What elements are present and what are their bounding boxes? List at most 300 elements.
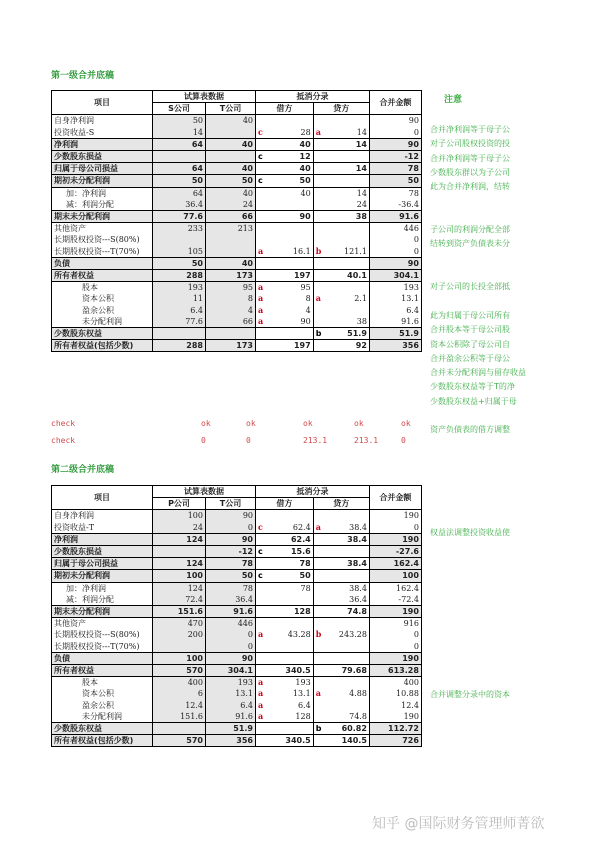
row-label: 归属于母公司损益 <box>52 163 153 175</box>
table-row <box>52 533 422 545</box>
debit-marker <box>256 340 266 352</box>
credit-marker <box>313 641 323 653</box>
row-label: 长期股权投资---S(80%) <box>52 629 153 640</box>
table-row <box>52 293 422 304</box>
debit-marker <box>256 270 266 282</box>
company-1-value: 570 <box>153 735 206 747</box>
credit-value: 140.5 <box>323 735 369 747</box>
company-2-value: 4 <box>206 305 256 316</box>
credit-value: 24 <box>323 199 369 211</box>
credit-value <box>323 151 369 163</box>
company-1-value: 151.6 <box>153 606 206 618</box>
debit-value: 78 <box>265 582 313 594</box>
table-row <box>52 510 422 522</box>
company-1-value <box>153 234 206 245</box>
credit-value <box>323 234 369 245</box>
company-1-value: 50 <box>153 115 206 127</box>
consolidated-value: 446 <box>369 223 421 235</box>
company-1-value: 151.6 <box>153 711 206 723</box>
debit-value: 15.6 <box>265 546 313 558</box>
credit-marker <box>313 187 323 199</box>
table-row <box>52 187 422 199</box>
debit-value <box>265 594 313 606</box>
note-text: 结转到资产负债表未分 <box>430 239 510 249</box>
note-text: 对子公司的长投全部抵 <box>430 282 510 292</box>
table-row <box>52 199 422 211</box>
consolidated-value: 0 <box>369 234 421 245</box>
credit-marker <box>313 305 323 316</box>
note-text: 合并未分配利润与留存收益 <box>430 368 526 378</box>
debit-marker: c <box>256 570 266 582</box>
consolidated-value: 10.88 <box>369 688 421 699</box>
debit-marker <box>256 558 266 570</box>
header-company-1: P公司 <box>153 498 206 510</box>
debit-marker <box>256 594 266 606</box>
row-label: 其他资产 <box>52 618 153 630</box>
company-2-value: 90 <box>206 533 256 545</box>
consolidated-value: 100 <box>369 570 421 582</box>
table-row <box>52 582 422 594</box>
credit-value: 36.4 <box>323 594 369 606</box>
debit-value <box>265 510 313 522</box>
debit-value: 90 <box>265 211 313 223</box>
company-2-value: 193 <box>206 677 256 689</box>
credit-value: 38 <box>323 316 369 328</box>
check-tot: ok <box>401 419 411 428</box>
row-label: 长期股权投资---T(70%) <box>52 641 153 653</box>
table-row <box>52 257 422 269</box>
company-2-value: 0 <box>206 641 256 653</box>
debit-value <box>265 723 313 735</box>
debit-value <box>265 199 313 211</box>
table-row <box>52 711 422 723</box>
debit-value: 40 <box>265 138 313 150</box>
credit-value <box>323 257 369 269</box>
row-label: 负债 <box>52 652 153 664</box>
debit-marker <box>256 115 266 127</box>
company-2-value: 13.1 <box>206 688 256 699</box>
credit-value: 4.88 <box>323 688 369 699</box>
company-2-value: 446 <box>206 618 256 630</box>
consolidated-value: 78 <box>369 163 421 175</box>
credit-value <box>323 546 369 558</box>
note-text: 合并盈余公积等于母公 <box>430 353 510 363</box>
company-2-value: 36.4 <box>206 594 256 606</box>
credit-value: 38.4 <box>323 582 369 594</box>
debit-value: 78 <box>265 558 313 570</box>
check-row-1 <box>51 419 421 431</box>
company-1-value: 124 <box>153 533 206 545</box>
row-label: 期初未分配利润 <box>52 570 153 582</box>
company-2-value: 0 <box>206 522 256 534</box>
consolidation-sheet-1 <box>51 90 422 352</box>
consolidated-value: 0 <box>369 641 421 653</box>
debit-value <box>265 641 313 653</box>
table-row <box>52 223 422 235</box>
debit-marker <box>256 723 266 735</box>
credit-value: 74.8 <box>323 711 369 723</box>
table-row <box>52 305 422 316</box>
debit-value: 62.4 <box>265 522 313 534</box>
company-1-value: 72.4 <box>153 594 206 606</box>
company-2-value: 0 <box>206 629 256 640</box>
debit-marker <box>256 652 266 664</box>
consolidated-value: 190 <box>369 533 421 545</box>
row-label: 期初未分配利润 <box>52 175 153 187</box>
consolidated-value: 162.4 <box>369 558 421 570</box>
company-1-value: 100 <box>153 652 206 664</box>
table-row <box>52 127 422 139</box>
credit-value: 2.1 <box>323 293 369 304</box>
company-2-value: 66 <box>206 316 256 328</box>
table-row <box>52 163 422 175</box>
row-label: 减：利润分配 <box>52 199 153 211</box>
debit-marker: c <box>256 151 266 163</box>
header-item: 项目 <box>52 486 153 510</box>
company-1-value: 77.6 <box>153 211 206 223</box>
debit-marker <box>256 618 266 630</box>
table-row <box>52 115 422 127</box>
debit-marker <box>256 223 266 235</box>
company-2-value: 40 <box>206 138 256 150</box>
credit-marker: a <box>315 688 321 699</box>
table-row <box>52 570 422 582</box>
row-label: 自身净利润 <box>52 115 153 127</box>
consolidated-value: 12.4 <box>369 700 421 711</box>
debit-marker: a <box>256 677 266 689</box>
credit-marker <box>313 257 323 269</box>
section-title-1: 第一级合并底稿 <box>51 71 115 81</box>
header-company-1: S公司 <box>153 103 206 115</box>
table-row <box>52 606 422 618</box>
note-text: 少数股东权益+归属于母 <box>430 396 517 406</box>
section-title-2: 第二级合并底稿 <box>51 465 115 475</box>
debit-value: 13.1 <box>265 688 313 699</box>
credit-marker <box>313 665 323 677</box>
row-label: 加：净利润 <box>52 187 153 199</box>
debit-value: 197 <box>265 270 313 282</box>
company-2-value <box>206 328 256 340</box>
note-text: 合并净利润等于母子公 <box>430 125 510 134</box>
table-row <box>52 234 422 245</box>
credit-marker <box>313 735 323 747</box>
consolidated-value: -36.4 <box>369 199 421 211</box>
credit-value: 79.68 <box>323 665 369 677</box>
credit-marker <box>313 711 323 723</box>
consolidated-value: -72.4 <box>369 594 421 606</box>
debit-marker <box>256 234 266 245</box>
row-label: 自身净利润 <box>52 510 153 522</box>
row-label: 未分配利润 <box>52 711 153 723</box>
notes-title: 注意 <box>444 95 463 105</box>
debit-marker: a <box>258 245 264 256</box>
note-text: 合并调整分录中的资本 <box>430 690 510 699</box>
company-1-value: 24 <box>153 522 206 534</box>
debit-marker: a <box>258 699 264 710</box>
check-c2: ok <box>246 419 256 428</box>
debit-value: 40 <box>265 163 313 175</box>
debit-value <box>265 652 313 664</box>
company-1-value <box>153 151 206 163</box>
row-label: 减：利润分配 <box>52 594 153 606</box>
table-row <box>52 677 422 689</box>
company-1-value: 64 <box>153 138 206 150</box>
consolidated-value: 0 <box>369 127 421 139</box>
consolidated-value: -27.6 <box>369 546 421 558</box>
company-1-value <box>153 328 206 340</box>
credit-marker <box>313 234 323 245</box>
check-c1: 0 <box>201 436 206 445</box>
credit-value: 38.4 <box>323 522 369 534</box>
consolidated-value: 13.1 <box>369 293 421 304</box>
debit-marker: a <box>258 688 264 699</box>
check-label: check <box>51 419 76 428</box>
credit-marker <box>313 115 323 127</box>
company-2-value: 40 <box>206 115 256 127</box>
row-label: 股本 <box>52 677 153 689</box>
credit-value <box>323 652 369 664</box>
company-1-value: 77.6 <box>153 316 206 328</box>
company-2-value: 50 <box>206 570 256 582</box>
consolidated-value: 190 <box>369 606 421 618</box>
company-1-value: 200 <box>153 629 206 640</box>
consolidated-value: 6.4 <box>369 305 421 316</box>
table-row <box>52 282 422 294</box>
credit-value <box>323 700 369 711</box>
header-item: 项目 <box>52 91 153 115</box>
credit-value: 38.4 <box>323 558 369 570</box>
consolidated-value: 0 <box>369 629 421 640</box>
header-consolidated: 合并金额 <box>369 91 421 115</box>
debit-value <box>265 234 313 245</box>
header-consolidated: 合并金额 <box>369 486 421 510</box>
debit-value: 340.5 <box>265 735 313 747</box>
consolidated-value: 50 <box>369 175 421 187</box>
company-2-value: 90 <box>206 652 256 664</box>
credit-value: 14 <box>323 187 369 199</box>
consolidated-value: 190 <box>369 510 421 522</box>
company-2-value: 66 <box>206 211 256 223</box>
row-label: 投资收益-S <box>52 127 153 139</box>
table-row <box>52 151 422 163</box>
company-1-value: 570 <box>153 665 206 677</box>
table-row <box>52 328 422 340</box>
debit-value: 128 <box>265 711 313 723</box>
debit-marker: a <box>258 293 264 304</box>
consolidated-value: -12 <box>369 151 421 163</box>
table-row <box>52 246 422 258</box>
row-label: 期末未分配利润 <box>52 606 153 618</box>
credit-value <box>323 570 369 582</box>
consolidated-value: 190 <box>369 711 421 723</box>
credit-marker <box>313 138 323 150</box>
debit-value: 43.28 <box>265 629 313 640</box>
credit-value: 51.9 <box>323 328 369 340</box>
note-text: 少数股东群以为子公司 <box>430 167 510 177</box>
debit-marker <box>256 510 266 522</box>
debit-value: 95 <box>265 282 313 294</box>
credit-marker <box>313 582 323 594</box>
company-2-value: 90 <box>206 510 256 522</box>
table-row <box>52 665 422 677</box>
header-credit: 贷方 <box>313 103 369 115</box>
consolidated-value: 356 <box>369 340 421 352</box>
credit-value: 121.1 <box>323 246 369 258</box>
debit-value: 50 <box>265 570 313 582</box>
debit-marker: c <box>258 521 263 532</box>
debit-marker: a <box>258 315 264 326</box>
company-1-value: 288 <box>153 340 206 352</box>
credit-marker <box>313 546 323 558</box>
company-2-value: 304.1 <box>206 665 256 677</box>
debit-marker <box>256 163 266 175</box>
table-row <box>52 558 422 570</box>
consolidated-value: 91.6 <box>369 211 421 223</box>
credit-marker <box>313 211 323 223</box>
debit-value <box>265 115 313 127</box>
debit-marker: c <box>258 126 263 137</box>
debit-marker <box>256 641 266 653</box>
debit-marker <box>256 199 266 211</box>
note-text: 对子公司股权投资的投 <box>430 139 510 149</box>
row-label: 净利润 <box>52 138 153 150</box>
company-1-value: 6.4 <box>153 305 206 316</box>
note-text: 权益法调整投资收益使 <box>430 527 510 537</box>
company-1-value: 36.4 <box>153 199 206 211</box>
check-cv: ok <box>354 419 364 428</box>
credit-value <box>323 641 369 653</box>
note-text: 合并净利润等于母子公 <box>430 153 510 163</box>
note-text: 资产负债表的借方调整 <box>430 425 510 435</box>
table-row <box>52 316 422 328</box>
credit-value: 38 <box>323 211 369 223</box>
company-1-value: 124 <box>153 582 206 594</box>
credit-value: 74.8 <box>323 606 369 618</box>
company-2-value: 91.6 <box>206 606 256 618</box>
company-2-value <box>206 127 256 139</box>
header-company-2: T公司 <box>206 103 256 115</box>
debit-value: 28 <box>265 127 313 139</box>
credit-marker: a <box>315 126 321 137</box>
debit-value: 197 <box>265 340 313 352</box>
row-label: 加：净利润 <box>52 582 153 594</box>
consolidated-value: 90 <box>369 115 421 127</box>
credit-value <box>323 223 369 235</box>
credit-value <box>323 305 369 316</box>
check-cv: 213.1 <box>354 436 379 445</box>
consolidated-value: 90 <box>369 257 421 269</box>
debit-value <box>265 223 313 235</box>
company-2-value <box>206 246 256 258</box>
credit-marker: b <box>315 245 322 256</box>
note-text: 此为归属于母公司所有 <box>430 310 510 320</box>
credit-value <box>323 510 369 522</box>
company-1-value: 193 <box>153 282 206 294</box>
row-label: 资本公积 <box>52 688 153 699</box>
company-2-value: 356 <box>206 735 256 747</box>
company-1-value: 11 <box>153 293 206 304</box>
credit-marker <box>313 558 323 570</box>
consolidation-sheet-2 <box>51 485 422 747</box>
company-2-value: 40 <box>206 257 256 269</box>
row-label: 期末未分配利润 <box>52 211 153 223</box>
company-1-value: 233 <box>153 223 206 235</box>
credit-value: 40.1 <box>323 270 369 282</box>
company-1-value: 64 <box>153 187 206 199</box>
debit-marker <box>256 187 266 199</box>
row-label: 投资收益-T <box>52 522 153 534</box>
company-1-value: 288 <box>153 270 206 282</box>
table-row <box>52 641 422 653</box>
credit-marker <box>313 594 323 606</box>
company-1-value: 50 <box>153 175 206 187</box>
company-2-value: -12 <box>206 546 256 558</box>
credit-marker: b <box>315 629 322 640</box>
credit-marker <box>313 340 323 352</box>
debit-marker: a <box>258 304 264 315</box>
company-1-value: 100 <box>153 510 206 522</box>
table-row <box>52 652 422 664</box>
consolidated-value: 613.28 <box>369 665 421 677</box>
note-text: 此为合并净利润，结转 <box>430 182 510 192</box>
table-row <box>52 688 422 699</box>
consolidated-value: 304.1 <box>369 270 421 282</box>
company-2-value: 95 <box>206 282 256 294</box>
company-1-value: 470 <box>153 618 206 630</box>
company-2-value: 40 <box>206 187 256 199</box>
credit-marker: a <box>315 293 321 304</box>
row-label: 所有者权益(包括少数) <box>52 735 153 747</box>
consolidated-value: 51.9 <box>369 328 421 340</box>
company-2-value <box>206 234 256 245</box>
company-1-value: 12.4 <box>153 700 206 711</box>
table-row <box>52 211 422 223</box>
table-row <box>52 629 422 640</box>
credit-marker <box>313 282 323 294</box>
row-label: 未分配利润 <box>52 316 153 328</box>
credit-value: 60.82 <box>323 723 369 735</box>
credit-value: 243.28 <box>323 629 369 640</box>
row-label: 资本公积 <box>52 293 153 304</box>
check-dv: ok <box>303 419 313 428</box>
credit-marker <box>313 533 323 545</box>
debit-marker <box>256 582 266 594</box>
company-1-value <box>153 641 206 653</box>
debit-value: 40 <box>265 187 313 199</box>
credit-marker <box>313 316 323 328</box>
row-label: 归属于母公司损益 <box>52 558 153 570</box>
credit-value <box>323 175 369 187</box>
table-row <box>52 723 422 735</box>
row-label: 长期股权投资---S(80%) <box>52 234 153 245</box>
header-company-2: T公司 <box>206 498 256 510</box>
credit-marker <box>313 618 323 630</box>
check-c2: 0 <box>246 436 251 445</box>
check-row-2 <box>51 436 421 448</box>
credit-marker <box>313 652 323 664</box>
company-1-value: 400 <box>153 677 206 689</box>
credit-marker <box>313 510 323 522</box>
company-2-value: 173 <box>206 340 256 352</box>
table-row <box>52 270 422 282</box>
debit-value: 6.4 <box>265 700 313 711</box>
table-row <box>52 546 422 558</box>
header-elimination: 抵消分录 <box>256 486 370 498</box>
credit-marker <box>313 677 323 689</box>
row-label: 股本 <box>52 282 153 294</box>
credit-value: 14 <box>323 138 369 150</box>
credit-marker <box>313 606 323 618</box>
